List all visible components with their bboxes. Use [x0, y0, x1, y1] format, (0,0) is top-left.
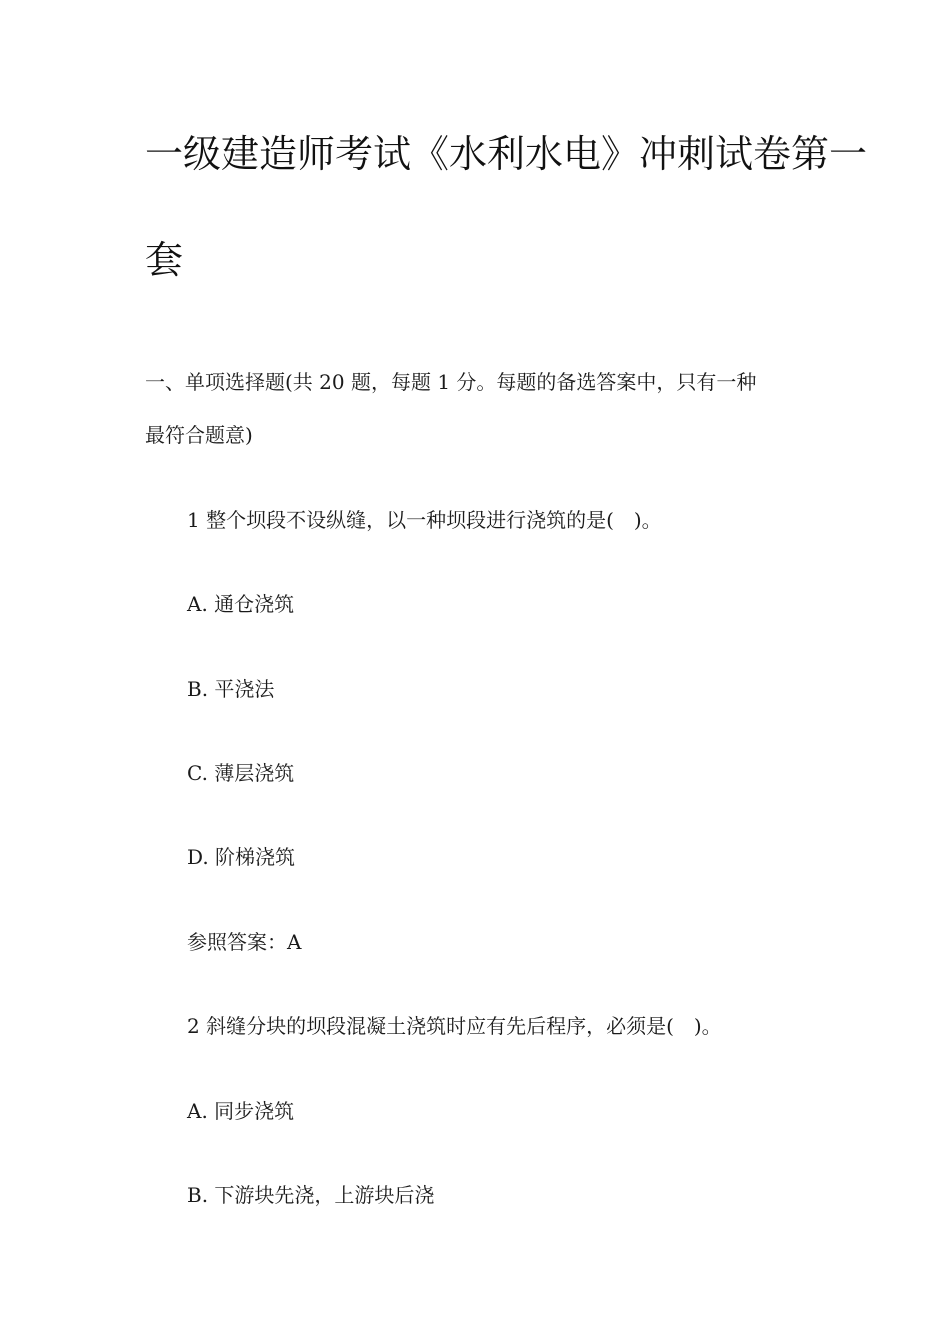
question-2-option-b: B. 下游块先浇，上游块后浇: [187, 1183, 435, 1207]
section-heading-line-1: 一、单项选择题(共 20 题，每题 1 分。每题的备选答案中，只有一种: [145, 370, 757, 394]
question-2-stem: 2 斜缝分块的坝段混凝土浇筑时应有先后程序，必须是( )。: [187, 1014, 722, 1038]
document-title-line-1: 一级建造师考试《水利水电》冲刺试卷第一: [145, 132, 868, 176]
question-2-option-a: A. 同步浇筑: [187, 1099, 295, 1123]
question-1-option-b: B. 平浇法: [187, 677, 275, 701]
question-1-answer: 参照答案：A: [187, 930, 302, 954]
document-title-line-2: 套: [145, 238, 184, 282]
question-1-option-d: D. 阶梯浇筑: [187, 845, 296, 869]
question-1-option-c: C. 薄层浇筑: [187, 761, 295, 785]
section-heading-line-2: 最符合题意): [145, 423, 253, 447]
question-1-option-a: A. 通仓浇筑: [187, 592, 295, 616]
question-1-stem: 1 整个坝段不设纵缝，以一种坝段进行浇筑的是( )。: [187, 508, 662, 532]
